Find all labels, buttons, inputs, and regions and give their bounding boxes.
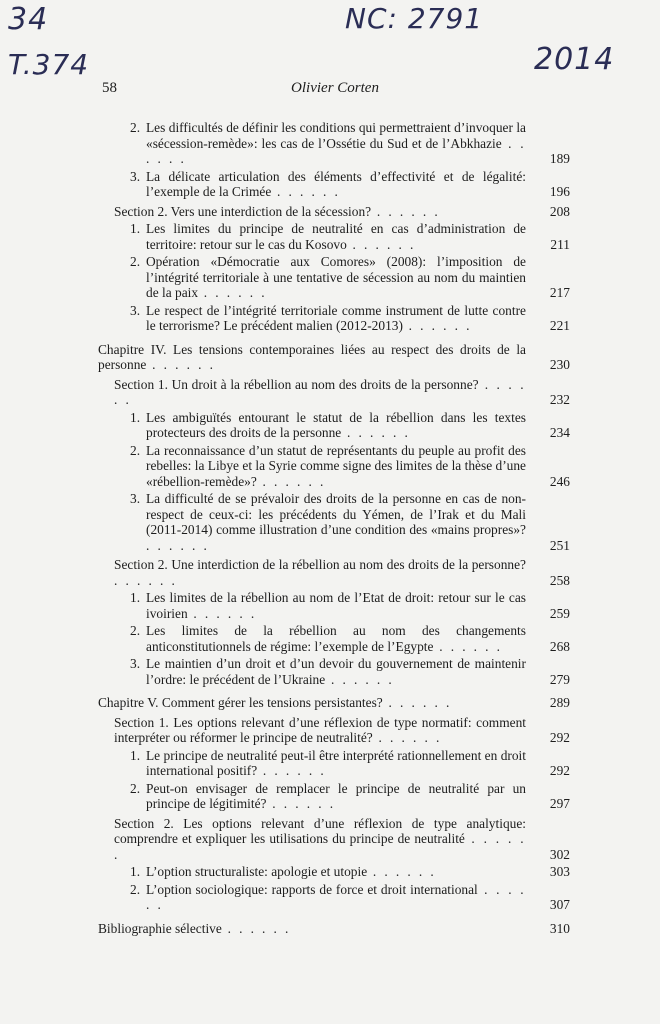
toc-dot-leader: . . . . . . xyxy=(146,881,526,912)
toc-dot-leader: . . . . . . xyxy=(114,572,178,588)
toc-entry-title: L’option sociologique: rapports de force et droit international xyxy=(146,881,478,897)
toc-entry-title: Les limites de la rébellion au nom des changements anticonstitutionnels de régime: l’exemple de l’Egypte xyxy=(146,623,526,654)
toc-entry-title: Le maintien d’un droit et d’un devoir du gouvernement de maintenir l’ordre: le précédent de l’Ukraine xyxy=(146,656,526,687)
toc-entry-title: Opération «Démocratie aux Comores» (2008): l’imposition de l’intégrité territoriale à une tentative de sécession au nom du maintien de la paix xyxy=(146,254,526,300)
toc-page-number: 303 xyxy=(549,864,570,879)
toc-entry xyxy=(98,656,570,687)
toc-page-number: 246 xyxy=(549,473,570,489)
toc-entry xyxy=(98,748,570,779)
toc-entry xyxy=(98,120,570,167)
toc-dot-leader: . . . . . . xyxy=(271,184,341,199)
toc-entry-title: Le principe de neutralité peut-il être interprété rationnellement en droit international positif? xyxy=(146,747,526,778)
toc-entry xyxy=(98,221,570,252)
toc-dot-leader: . . . . . . xyxy=(372,730,442,745)
toc-page-number: 196 xyxy=(549,184,570,199)
toc-entry xyxy=(98,816,570,863)
toc-entry-number: 2. xyxy=(130,120,141,135)
toc-entry-number: 3. xyxy=(130,491,141,506)
toc-entry-number: 1. xyxy=(130,590,141,605)
toc-entry-title: Les limites du principe de neutralité en cas d’administration de territoire: retour sur le cas du Kosovo xyxy=(146,221,526,252)
toc-entry-title: Chapitre IV. Les tensions contemporaines liées au respect des droits de la personne xyxy=(98,341,526,372)
toc-page-number: 279 xyxy=(549,671,570,687)
toc-dot-leader: . . . . . . xyxy=(187,605,257,621)
toc-page-number: 307 xyxy=(549,897,570,912)
toc-page-number: 230 xyxy=(549,357,570,372)
toc-entry-title: Les difficultés de définir les conditions qui permettraient d’invoquer la «sécession-remède»: les cas de l’Ossétie du Sud et de l’Abkhazie xyxy=(146,120,526,151)
toc-page-number: 208 xyxy=(549,203,570,219)
toc-dot-leader: . . . . . . xyxy=(114,831,526,862)
toc-dot-leader: . . . . . . xyxy=(367,864,437,879)
toc-entry xyxy=(98,882,570,913)
running-head: Olivier Corten xyxy=(291,80,379,96)
toc-dot-leader: . . . . . . xyxy=(221,920,291,936)
toc-page-number: 232 xyxy=(549,392,570,407)
toc-page-number: 221 xyxy=(549,318,570,333)
toc-entry-title: Peut-on envisager de remplacer le principe de neutralité par un principe de légitimité? xyxy=(146,780,526,811)
handwritten-note-left: T.374 xyxy=(8,48,90,81)
toc-dot-leader: . . . . . . xyxy=(371,203,441,219)
toc-dot-leader: . . . . . . xyxy=(198,285,268,300)
toc-entry xyxy=(98,443,570,490)
toc-entry-title: Le respect de l’intégrité territoriale comme instrument de lutte contre le terrorisme? Le précédent malien (2012-2013) xyxy=(146,302,526,333)
toc-entry-number: 1. xyxy=(130,221,141,236)
toc-entry-title: La difficulté de se prévaloir des droits de la personne en cas de non-respect de ceux-ci: les précédents du Yémen, de l’Irak et du Mali (2011-2014) comme illustration d’une condition des «mains propres»? xyxy=(146,491,526,537)
toc-entry-title: Section 2. Une interdiction de la rébellion au nom des droits de la personne? xyxy=(114,557,526,572)
toc-dot-leader: . . . . . . xyxy=(382,695,452,710)
toc-entry xyxy=(98,491,570,553)
toc-entry-title: La reconnaissance d’un statut de représentants du peuple au profit des rebelles: la Libye et la Syrie comme signe des limites de la thèse d’une «rébellion-remède»? xyxy=(146,442,526,489)
toc-entry-title: Section 2. Les options relevant d’une réflexion de type analytique: comprendre et expliquer les utilisations du principe de neutralité xyxy=(114,815,526,846)
toc-page-number: 258 xyxy=(549,572,570,588)
toc-entry-number: 1. xyxy=(130,864,141,879)
toc-entry-number: 1. xyxy=(130,747,141,763)
toc-page-number: 189 xyxy=(549,151,570,166)
toc-entry-title: Bibliographie sélective xyxy=(98,920,222,936)
table-of-contents xyxy=(98,120,570,936)
toc-entry-number: 3. xyxy=(130,656,141,671)
toc-dot-leader: . . . . . . xyxy=(402,318,472,333)
toc-dot-leader: . . . . . . xyxy=(146,537,210,553)
toc-entry xyxy=(98,377,570,408)
toc-dot-leader: . . . . . . xyxy=(433,638,503,654)
toc-entry-title: La délicate articulation des éléments d’effectivité et de légalité: l’exemple de la Crimée xyxy=(146,168,526,199)
toc-entry xyxy=(98,623,570,654)
toc-dot-leader: . . . . . . xyxy=(114,376,526,407)
toc-entry xyxy=(98,781,570,812)
toc-entry-title: Section 2. Vers une interdiction de la sécession? xyxy=(114,203,372,219)
toc-entry-title: Chapitre V. Comment gérer les tensions persistantes? xyxy=(98,695,383,710)
toc-entry xyxy=(98,921,570,937)
toc-entry-number: 2. xyxy=(130,780,141,796)
toc-entry xyxy=(98,204,570,220)
toc-dot-leader: . . . . . . xyxy=(146,357,216,372)
toc-entry-number: 2. xyxy=(130,442,141,458)
page-number: 58 xyxy=(102,80,117,96)
toc-entry-title: Les ambiguïtés entourant le statut de la rébellion dans les textes protecteurs des droits de la personne xyxy=(146,409,526,440)
toc-entry xyxy=(98,169,570,200)
toc-page-number: 211 xyxy=(550,236,570,252)
toc-dot-leader: . . . . . . xyxy=(256,473,326,489)
toc-entry xyxy=(98,864,570,880)
toc-entry xyxy=(98,590,570,621)
toc-entry-number: 2. xyxy=(130,881,141,897)
toc-entry-title: Les limites de la rébellion au nom de l’Etat de droit: retour sur le cas ivoirien xyxy=(146,590,526,621)
toc-entry xyxy=(98,695,570,711)
handwritten-note-top-center: NC: 2791 xyxy=(345,2,484,35)
toc-entry-number: 3. xyxy=(130,168,141,184)
toc-page-number: 292 xyxy=(549,730,570,745)
toc-dot-leader: . . . . . . xyxy=(146,135,526,166)
handwritten-note-top-left: 34 xyxy=(8,2,49,37)
toc-dot-leader: . . . . . . xyxy=(346,236,416,252)
toc-entry-title: Section 1. Un droit à la rébellion au nom des droits de la personne? xyxy=(114,376,479,392)
toc-dot-leader: . . . . . . xyxy=(257,763,327,778)
toc-dot-leader: . . . . . . xyxy=(341,425,411,440)
toc-page-number: 289 xyxy=(549,695,570,710)
page-header xyxy=(102,80,568,100)
toc-entry xyxy=(98,254,570,301)
toc-entry xyxy=(98,715,570,746)
toc-entry xyxy=(98,303,570,334)
toc-dot-leader: . . . . . . xyxy=(325,671,395,687)
toc-entry-number: 3. xyxy=(130,302,141,318)
toc-page-number: 268 xyxy=(549,638,570,654)
toc-page-number: 310 xyxy=(549,920,570,936)
toc-entry xyxy=(98,557,570,588)
toc-dot-leader: . . . . . . xyxy=(266,796,336,811)
toc-page-number: 217 xyxy=(549,285,570,300)
toc-entry-number: 1. xyxy=(130,409,141,425)
toc-entry-title: L’option structuraliste: apologie et utopie xyxy=(146,864,368,879)
toc-page-number: 292 xyxy=(549,763,570,778)
toc-page-number: 297 xyxy=(549,796,570,811)
toc-page-number: 302 xyxy=(549,846,570,862)
toc-page-number: 234 xyxy=(549,425,570,440)
toc-entry-number: 2. xyxy=(130,254,141,269)
toc-entry-number: 2. xyxy=(130,623,141,638)
toc-entry-title: Section 1. Les options relevant d’une réflexion de type normatif: comment interpréter ou réformer le principe de neutralité? xyxy=(114,714,526,745)
toc-entry xyxy=(98,410,570,441)
toc-entry xyxy=(98,342,570,373)
toc-page-number: 251 xyxy=(549,537,570,553)
toc-page-number: 259 xyxy=(549,605,570,621)
handwritten-note-top-right: 2014 xyxy=(534,42,615,77)
